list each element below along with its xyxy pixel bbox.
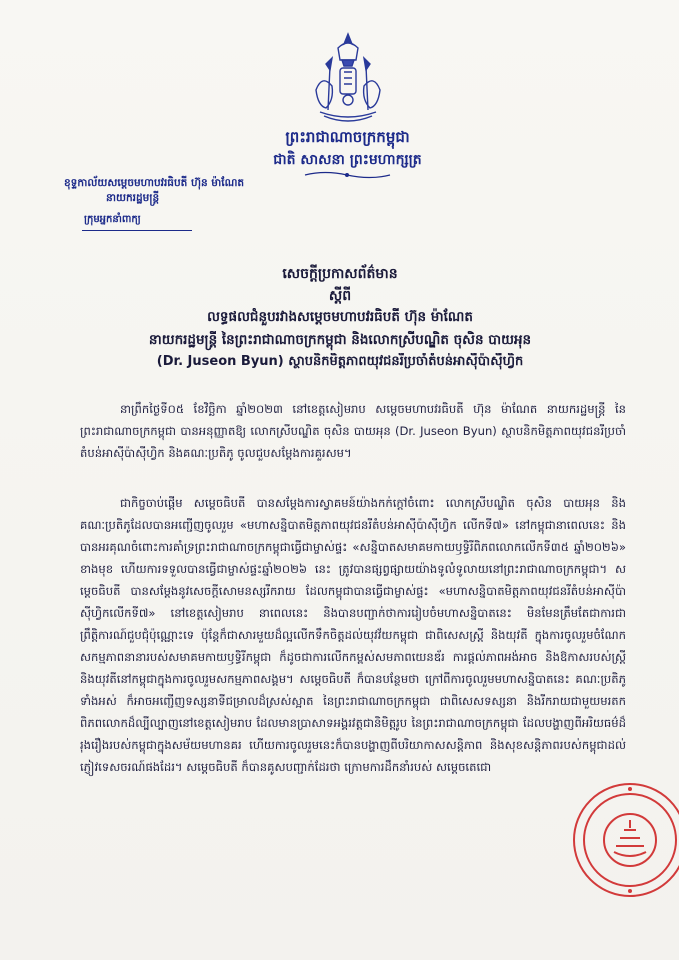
document-topic-line1: លទ្ធផលជំនួបរវាងសម្តេចមហាបវរធិបតី ហ៊ុន ម៉ាណែត bbox=[207, 309, 473, 325]
ornament-divider bbox=[300, 170, 395, 180]
issuing-office-line2: នាយករដ្ឋមន្ត្រី bbox=[106, 192, 160, 204]
royal-coat-of-arms-emblem bbox=[308, 30, 388, 126]
department-name: ក្រុមអ្នកនាំពាក្យ bbox=[84, 214, 141, 225]
official-red-seal bbox=[570, 780, 679, 900]
issuing-office bbox=[64, 176, 294, 206]
document-topic-line3: (Dr. Juseon Byun) ស្ថាបនិកមិត្តភាពយុវជនរីប្រចាំតំបន់អាស៊ីប៉ាស៊ីហ្វិក bbox=[156, 354, 524, 369]
document-title: សេចក្តីប្រកាសព័ត៌មាន bbox=[282, 266, 398, 282]
issuing-office-line1: ខុទ្ទកាល័យសម្តេចមហាបវរធិបតី ហ៊ុន ម៉ាណែត bbox=[64, 177, 245, 189]
national-motto: ជាតិ សាសនា ព្រះមហាក្សត្រ bbox=[273, 152, 422, 168]
department-underline bbox=[82, 230, 192, 231]
document-subtitle-on: ស្តីពី bbox=[328, 288, 352, 304]
body-paragraph-2: ជាកិច្ចចាប់ផ្តើម សម្តេចធិបតី បានសម្តែងការស្វាគមន៍យ៉ាងកក់ក្តៅចំពោះ លោកស្រីបណ្ឌិត ចុសិន បាយអុន និងគណៈប្រតិភូដែលបានអញ្ជើញចូលរួម «មហាសន្និបាតមិត្តភាពយុវជនរីតំបន់អាស៊ីប៉ាស៊ីហ្វិក លើកទី៧» នៅកម្ពុជានាពេលនេះ និងបានអរគុណចំពោះការគាំទ្រព្រះរាជាណាចក្រកម្ពុជាធ្វើជាម្ចាស់ផ្ទះ «សន្និបាតសមាគមកាយឫទ្ធិរីពិភពលោកលើកទី៣៥ ឆ្នាំ២០២៦» ខាងមុខ ហើយការទទួលបានធ្វើជាម្ចាស់ផ្ទះឆ្នាំ២០២៦ នេះ ត្រូវបានផ្សព្វផ្សាយយ៉ាងទូលំទូលាយនៅព្រះរាជាណាចក្រកម្ពុជា។ សម្តេចធិបតី បានសម្តែងនូវសេចក្តីសោមនស្សរីករាយ ដែលកម្ពុជាបានធ្វើជាម្ចាស់ផ្ទះ «មហាសន្និបាតមិត្តភាពយុវជនរីតំបន់អាស៊ីប៉ាស៊ីហ្វិកលើកទី៧» នៅខេត្តសៀមរាប នាពេលនេះ និងបានបញ្ជាក់ថាការរៀបចំមហាសន្និបាតនេះ មិនមែនត្រឹមតែជាការជាព្រឹត្តិការណ៍ជួបជុំប៉ុណ្ណោះទេ ប៉ុន្តែក៏ជាសារមួយដ៏ល្អលើកទឹកចិត្តដល់យុវវ័យកម្ពុជា ជាពិសេសស្ត្រី និងយុវតី ក្នុងការចូលរួមចំណែកសកម្មភាពនានារបស់សមាគមកាយឫទ្ធិរីកម្ពុជា ក៏ដូចជាការលើកកម្ពស់សមភាពយេនឌ័រ ការផ្តល់ភាពអង់អាច និងឱកាសរបស់ស្ត្រី និងយុវតីនៅកម្ពុជាក្នុងការចូលរួមសកម្មភាពសង្គម។ សម្តេចធិបតី ក៏បានបន្ថែមថា ក្រៅពីការចូលរួមមហាសន្និបាតនេះ គណៈប្រតិភូទាំងអស់ ក៏អាចអញ្ជើញទស្សនាទីជម្រាលដ៏ស្រស់ស្អាត នៃព្រះរាជាណាចក្រកម្ពុជា ជាពិសេសទស្សនា និងរីករាយជាមួយមរតកពិភពលោកដ៏ល្បីល្បាញនៅខេត្តសៀមរាប ដែលមានប្រាសាទអង្គរវត្តជានិមិត្តរូប នៃព្រះរាជាណាចក្រកម្ពុជា ដែលបង្ហាញពីអរិយធម៌ដ៏រុងរឿងរបស់កម្ពុជាក្នុងសម័យមហានគរ ហើយការចូលរួមនេះក៏បានបង្ហាញពីបរិយាកាសសន្តិភាព និងសុខសន្តិភាពរបស់កម្ពុជាដល់ភ្ញៀវទេសចរណ៍ផងដែរ។ សម្តេចធិបតី ក៏បានគូសបញ្ជាក់ដែរថា ក្រោមការដឹកនាំរបស់ សម្តេចតេជោ bbox=[80, 496, 626, 774]
kingdom-name: ព្រះរាជាណាចក្រកម្ពុជា bbox=[285, 128, 410, 146]
document-topic-line2: នាយករដ្ឋមន្ត្រី នៃព្រះរាជាណាចក្រកម្ពុជា និងលោកស្រីបណ្ឌិត ចុសិន បាយអុន bbox=[148, 332, 532, 348]
body-paragraph-1: នាព្រឹកថ្ងៃទី០៥ ខែវិច្ឆិកា ឆ្នាំ២០២៣ នៅខេត្តសៀមរាប សម្តេចមហាបវរធិបតី ហ៊ុន ម៉ាណែត នាយករដ្ឋមន្ត្រី នៃព្រះរាជាណាចក្រកម្ពុជា បានអនុញ្ញាតឱ្យ លោកស្រីបណ្ឌិត ចុសិន បាយអុន (Dr. Juseon Byun) ស្ថាបនិកមិត្តភាពយុវជនរីប្រចាំតំបន់អាស៊ីប៉ាស៊ីហ្វិក និងគណៈប្រតិភូ ចូលជួបសម្តែងការគួរសម។ bbox=[80, 402, 626, 460]
